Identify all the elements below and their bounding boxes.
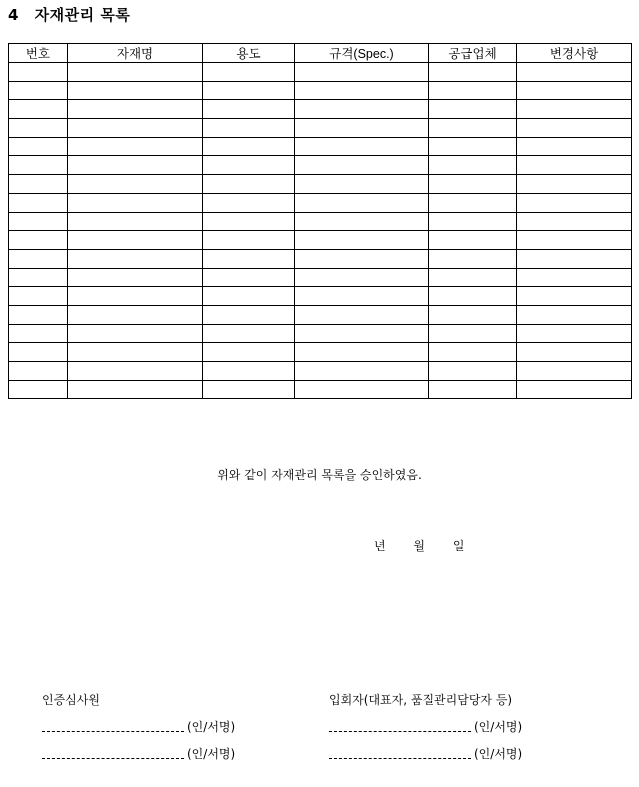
date-line [374,537,488,554]
date-day: 일 [452,539,465,553]
witness-signature-line-1[interactable] [329,718,522,738]
table-cell[interactable] [9,100,68,119]
auditor-signature-line-2[interactable] [42,745,235,765]
table-cell[interactable] [429,324,517,343]
table-cell[interactable] [68,362,203,381]
table-row [9,193,632,212]
table-cell[interactable] [429,175,517,194]
table-row [9,249,632,268]
table-cell[interactable] [295,343,429,362]
table-cell[interactable] [295,362,429,381]
table-cell[interactable] [203,343,295,362]
section-number: 4 [8,6,19,24]
table-cell[interactable] [295,63,429,82]
table-row [9,305,632,324]
table-cell[interactable] [517,119,632,138]
table-cell[interactable] [517,100,632,119]
witness-signature-line-2[interactable] [329,745,522,765]
table-cell[interactable] [68,81,203,100]
table-cell[interactable] [9,249,68,268]
header-number: 번호 [9,44,68,63]
table-cell[interactable] [517,287,632,306]
witness-title: 입회자(대표자, 품질관리담당자 등) [329,693,513,707]
table-cell[interactable] [429,63,517,82]
table-cell[interactable] [203,362,295,381]
table-cell[interactable] [517,63,632,82]
table-cell[interactable] [295,249,429,268]
signature-dashed-line [42,750,184,759]
table-cell[interactable] [9,287,68,306]
table-cell[interactable] [9,343,68,362]
table-cell[interactable] [517,175,632,194]
table-cell[interactable] [9,63,68,82]
table-cell[interactable] [429,156,517,175]
table-row [9,175,632,194]
table-cell[interactable] [203,324,295,343]
table-cell[interactable] [68,305,203,324]
table-cell[interactable] [429,231,517,250]
table-cell[interactable] [517,212,632,231]
table-cell[interactable] [517,137,632,156]
table-cell[interactable] [295,119,429,138]
table-cell[interactable] [68,343,203,362]
table-cell[interactable] [517,156,632,175]
section-heading [8,4,130,25]
table-cell[interactable] [9,268,68,287]
table-cell[interactable] [517,380,632,399]
table-cell[interactable] [295,231,429,250]
table-cell[interactable] [9,175,68,194]
table-cell[interactable] [517,268,632,287]
table-cell[interactable] [203,305,295,324]
auditor-signature-line-1[interactable] [42,718,235,738]
table-cell[interactable] [295,175,429,194]
table-cell[interactable] [429,343,517,362]
header-material-name: 자재명 [68,44,203,63]
table-cell[interactable] [203,249,295,268]
table-cell[interactable] [68,212,203,231]
table-cell[interactable] [429,287,517,306]
table-cell[interactable] [429,193,517,212]
signature-dashed-line [42,723,184,732]
auditor-signature-block [42,691,235,765]
table-cell[interactable] [68,249,203,268]
auditor-title: 인증심사원 [42,693,100,707]
table-cell[interactable] [295,100,429,119]
sign-label: (인/서명) [474,747,523,761]
table-cell[interactable] [429,305,517,324]
table-row [9,100,632,119]
table-cell[interactable] [9,81,68,100]
table-cell[interactable] [517,193,632,212]
table-row [9,380,632,399]
table-cell[interactable] [295,156,429,175]
sign-label: (인/서명) [474,720,523,734]
table-cell[interactable] [295,287,429,306]
table-cell[interactable] [429,81,517,100]
table-cell[interactable] [68,175,203,194]
table-cell[interactable] [517,305,632,324]
table-cell[interactable] [9,119,68,138]
table-cell[interactable] [295,81,429,100]
table-row [9,137,632,156]
signature-dashed-line [329,750,471,759]
table-row [9,156,632,175]
table-row [9,268,632,287]
table-cell[interactable] [203,175,295,194]
header-spec: 규격(Spec.) [295,44,429,63]
table-cell[interactable] [295,212,429,231]
table-cell[interactable] [203,63,295,82]
table-row [9,63,632,82]
table-cell[interactable] [429,362,517,381]
header-usage: 용도 [203,44,295,63]
table-cell[interactable] [429,249,517,268]
table-cell[interactable] [9,362,68,381]
table-cell[interactable] [68,287,203,306]
sign-label: (인/서명) [187,747,236,761]
table-cell[interactable] [9,231,68,250]
table-cell[interactable] [68,231,203,250]
table-cell[interactable] [203,212,295,231]
table-cell[interactable] [68,100,203,119]
table-row [9,81,632,100]
table-header-row [9,44,632,63]
table-row [9,362,632,381]
table-cell[interactable] [9,137,68,156]
witness-signature-block [329,691,522,765]
approval-statement: 위와 같이 자재관리 목록을 승인하였음. [217,468,422,482]
table-cell[interactable] [203,156,295,175]
table-cell[interactable] [429,380,517,399]
table-cell[interactable] [9,212,68,231]
table-cell[interactable] [517,343,632,362]
table-cell[interactable] [295,137,429,156]
table-body [9,63,632,399]
table-row [9,324,632,343]
table-cell[interactable] [517,81,632,100]
table-row [9,287,632,306]
table-cell[interactable] [203,287,295,306]
table-cell[interactable] [9,380,68,399]
table-cell[interactable] [68,268,203,287]
date-year: 년 [374,539,386,553]
date-month: 월 [413,539,426,553]
materials-table [8,43,632,399]
table-cell[interactable] [517,362,632,381]
table-cell[interactable] [203,81,295,100]
table-cell[interactable] [203,231,295,250]
table-cell[interactable] [517,324,632,343]
table-row [9,212,632,231]
table-cell[interactable] [429,137,517,156]
table-cell[interactable] [295,268,429,287]
table-row [9,343,632,362]
table-cell[interactable] [429,212,517,231]
table-cell[interactable] [68,380,203,399]
table-cell[interactable] [429,268,517,287]
table-cell[interactable] [203,268,295,287]
table-cell[interactable] [68,63,203,82]
header-supplier: 공급업체 [429,44,517,63]
table-cell[interactable] [203,137,295,156]
table-cell[interactable] [295,305,429,324]
table-cell[interactable] [517,249,632,268]
table-cell[interactable] [203,193,295,212]
table-cell[interactable] [295,193,429,212]
table-cell[interactable] [429,100,517,119]
table-cell[interactable] [68,119,203,138]
table-cell[interactable] [517,231,632,250]
table-cell[interactable] [295,324,429,343]
signature-dashed-line [329,723,471,732]
table-cell[interactable] [203,100,295,119]
table-cell[interactable] [9,305,68,324]
sign-label: (인/서명) [187,720,236,734]
table-cell[interactable] [203,119,295,138]
table-cell[interactable] [68,156,203,175]
table-cell[interactable] [9,193,68,212]
section-title: 자재관리 목록 [34,6,131,24]
table-cell[interactable] [295,380,429,399]
table-cell[interactable] [9,324,68,343]
table-cell[interactable] [429,119,517,138]
table-row [9,119,632,138]
table-cell[interactable] [203,380,295,399]
table-cell[interactable] [68,324,203,343]
table-cell[interactable] [68,137,203,156]
header-changes: 변경사항 [517,44,632,63]
table-row [9,231,632,250]
table-cell[interactable] [68,193,203,212]
table-cell[interactable] [9,156,68,175]
